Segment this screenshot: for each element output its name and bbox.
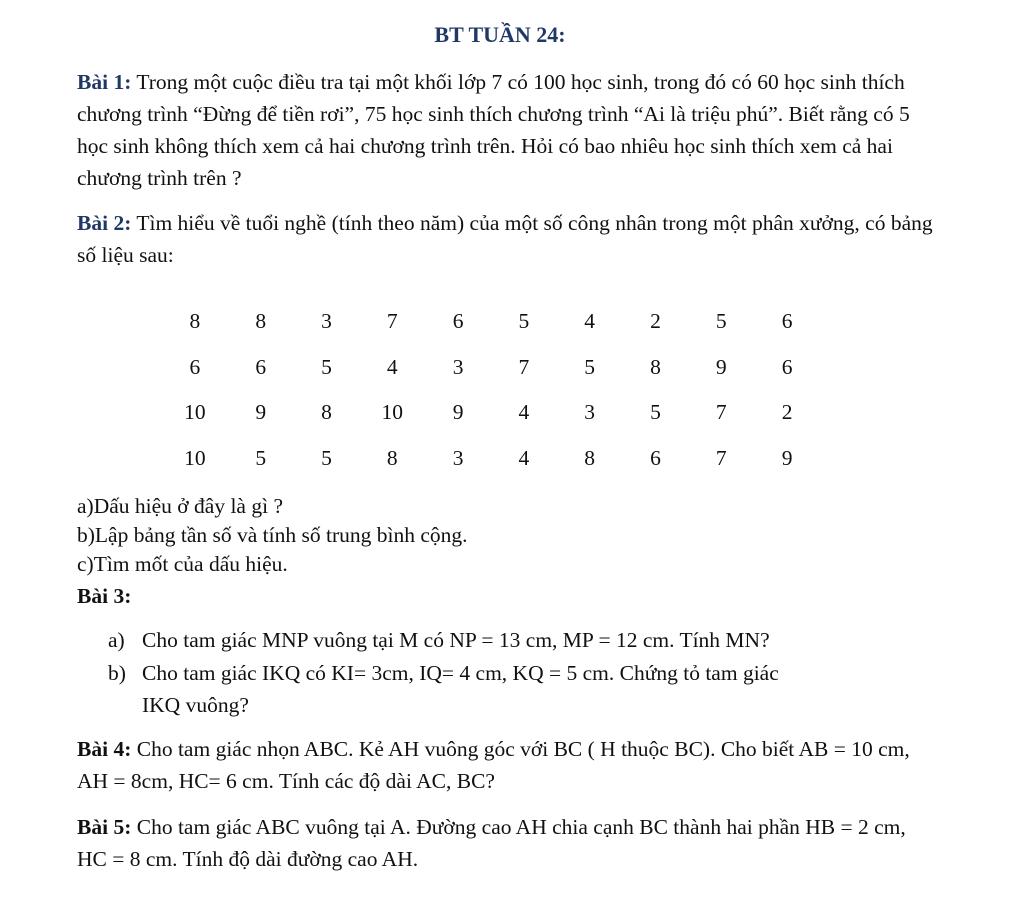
table-cell: 8 [255,309,267,334]
table-cell: 10 [184,445,206,470]
table-cell: 10 [184,400,206,425]
exercise-3-item-a [108,624,928,656]
table-cell: 2 [781,400,793,425]
table-cell: 9 [715,354,727,379]
table-cell: 5 [584,354,596,379]
table-cell: 8 [321,400,332,425]
table-cell: 2 [650,309,661,334]
table-cell: 3 [452,354,464,379]
question-c: c)Tìm mốt của dấu hiệu. [77,552,288,576]
exercise-5-text: Cho tam giác ABC vuông tại A. Đường cao AH chia cạnh BC thành hai phần HB = 2 cm, HC = 8 cm. Tính độ dài đường cao AH. [77,815,906,871]
table-row [162,436,820,482]
table-cell: 9 [255,400,267,425]
table-cell: 8 [584,445,596,470]
exercise-1-label: Bài 1: [77,70,132,94]
table-cell: 4 [584,309,596,334]
table-cell: 5 [255,445,267,470]
table-cell: 3 [584,400,596,425]
exercise-4-label: Bài 4: [77,737,132,761]
table-cell: 5 [518,309,530,334]
table-cell: 7 [518,354,530,379]
table-cell: 5 [321,445,332,470]
exercise-5-label: Bài 5: [77,815,132,839]
table-row [162,345,820,391]
table-cell: 6 [452,309,464,334]
question-a: a)Dấu hiệu ở đây là gì ? [77,494,283,518]
table-row [162,299,820,345]
table-cell: 7 [386,309,398,334]
question-b: b)Lập bảng tần số và tính số trung bình cộng. [77,523,468,547]
item-b-continuation: IKQ vuông? [142,693,249,717]
exercise-2-label: Bài 2: [77,211,132,235]
exercise-4-text: Cho tam giác nhọn ABC. Kẻ AH vuông góc với BC ( H thuộc BC). Cho biết AB = 10 cm, AH = 8cm, HC= 6 cm. Tính các độ dài AC, BC? [77,737,910,793]
table-cell: 3 [321,309,332,334]
table-cell: 5 [321,354,332,379]
table-cell: 3 [452,445,464,470]
data-table [162,299,820,481]
table-cell: 10 [381,400,404,425]
item-a-tag: a) [108,628,125,652]
table-cell: 7 [715,445,727,470]
item-b-text: Cho tam giác IKQ có KI= 3cm, IQ= 4 cm, KQ = 5 cm. Chứng tỏ tam giác [142,661,779,685]
table-cell: 8 [650,354,661,379]
table-cell: 6 [650,445,661,470]
exercise-3-item-b [108,657,928,721]
exercise-5 [77,811,937,875]
table-cell: 6 [781,354,793,379]
table-cell: 6 [189,354,201,379]
exercise-1 [77,66,937,194]
table-cell: 5 [715,309,727,334]
exercise-1-text: Trong một cuộc điều tra tại một khối lớp 7 có 100 học sinh, trong đó có 60 học sinh thích chương trình “Đừng để tiền rơi”, 75 học sinh thích chương trình “Ai là triệu phú”. Biết rằng có 5 học sinh không thích xem cả hai chương trình trên. Hỏi có bao nhiêu học sinh thích xem cả hai chương trình trên ? [77,70,910,190]
table-cell: 6 [255,354,267,379]
table-cell: 4 [518,400,530,425]
exercise-2-questions [77,492,468,579]
table-cell: 7 [715,400,727,425]
exercise-4 [77,733,937,797]
table-cell: 9 [452,400,464,425]
exercise-2-text: Tìm hiểu về tuổi nghề (tính theo năm) của một số công nhân trong một phân xưởng, có bảng số liệu sau: [77,211,933,267]
table-cell: 9 [781,445,793,470]
table-cell: 4 [386,354,398,379]
table-cell: 4 [518,445,530,470]
table-cell: 6 [781,309,793,334]
item-b-tag: b) [108,661,126,685]
exercise-2 [77,207,937,271]
table-cell: 8 [386,445,398,470]
table-row [162,390,820,436]
table-cell: 8 [189,309,201,334]
exercise-3-label: Bài 3: [77,584,132,608]
page-title: BT TUẦN 24: [434,22,566,47]
table-cell: 5 [650,400,661,425]
item-a-text: Cho tam giác MNP vuông tại M có NP = 13 cm, MP = 12 cm. Tính MN? [142,628,770,652]
